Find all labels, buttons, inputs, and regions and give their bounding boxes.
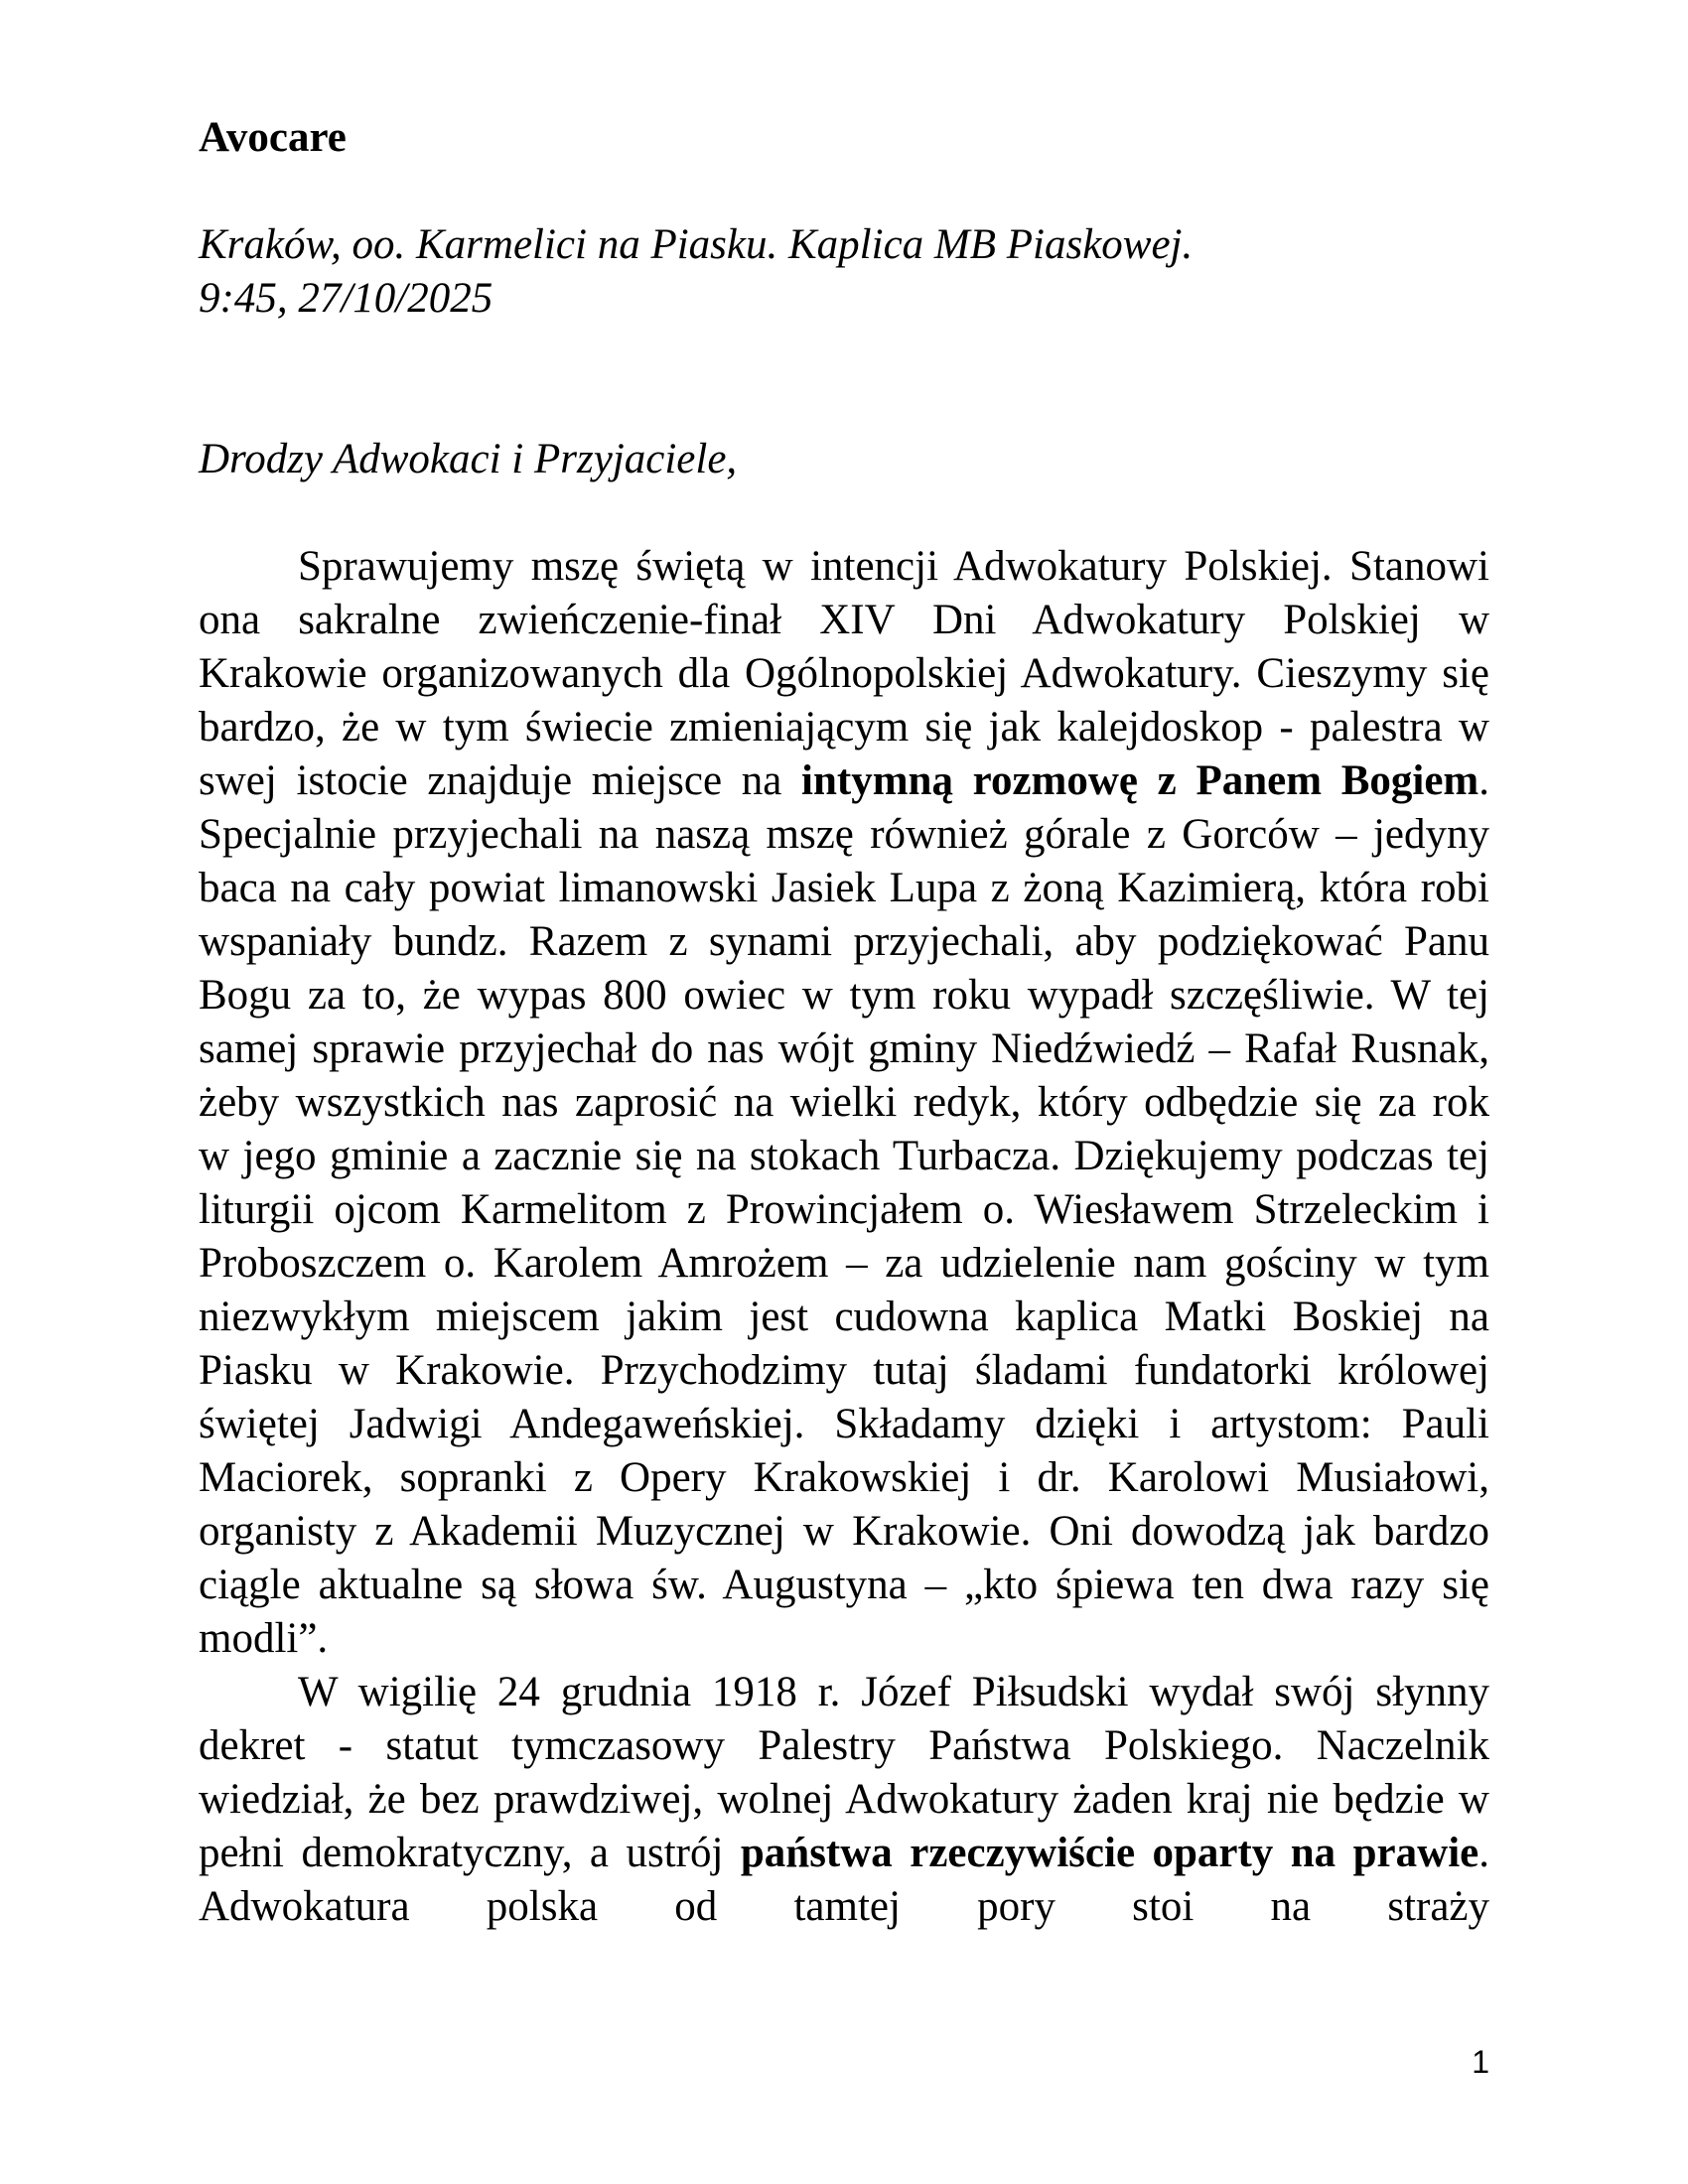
blank-line bbox=[199, 486, 1489, 540]
bold-text-segment: państwa rzeczywiście oparty na prawie bbox=[740, 1830, 1479, 1876]
text-segment: . Specjalnie przyjechali na naszą mszę również górale z Gorców – jedyny baca na cały powiat limanowski Jasiek Lupa z żoną Kazimierą, która robi wspaniały bundz. Razem z synami przyjechali, aby podziękować Panu Bogu za to, że wypas 800 owiec w tym roku wypadł szczęśliwie. W tej samej sprawie przyjechał do nas wójt gminy Niedźwiedź – Rafał Rusnak, żeby wszystkich nas zaprosić na wielki redyk, który odbędzie się za rok w jego gminie a zacznie się na stokach Turbacza. Dziękujemy podczas tej liturgii ojcom Karmelitom z Prowincjałem o. Wiesławem Strzeleckim i Proboszczem o. Karolem Amrożem – za udzielenie nam gościny w tym niezwykłym miejscem jakim jest cudowna kaplica Matki Boskiej na Piasku w Krakowie. Przychodzimy tutaj śladami fundatorki królowej świętej Jadwigi Andegaweńskiej. Składamy dzięki i artystom: Pauli Maciorek, sopranki z Opery Krakowskiej i dr. Karolowi Musiałowi, organisty z Akademii Muzycznej w Krakowie. Oni dowodzą jak bardzo ciągle aktualne są słowa św. Augustyna – „kto śpiewa ten dwa razy się modli”. bbox=[199, 757, 1489, 1662]
body-paragraph bbox=[199, 1666, 1489, 1934]
document-title: Avocare bbox=[199, 114, 347, 161]
salutation-line: Drodzy Adwokaci i Przyjaciele, bbox=[199, 436, 738, 482]
bold-text-segment: intymną rozmowę z Panem Bogiem bbox=[801, 757, 1479, 804]
text-segment: W wigilię 24 grudnia 1918 r. Józef Piłsudski wydał swój słynny dekret - statut tymczasowy Palestry Państwa Polskiego. Naczelnik wiedział, że bez prawdziwej, wolnej Adwokatury żaden kraj nie będzie w pełni demokratyczny, a ustrój bbox=[199, 1669, 1489, 1876]
blank-lines bbox=[199, 326, 1489, 433]
page-number: 1 bbox=[1472, 2044, 1489, 2080]
text-segment: . Adwokatura polska od tamtej pory stoi na straży bbox=[199, 1830, 1489, 1930]
text-segment: Sprawujemy mszę świętą w intencji Adwokatury Polskiej. Stanowi ona sakralne zwieńczenie-finał XIV Dni Adwokatury Polskiej w Krakowie organizowanych dla Ogólnopolskiej Adwokatury. Cieszymy się bardzo, że w tym świecie zmieniającym się jak kalejdoskop - palestra w swej istocie znajduje miejsce na bbox=[199, 543, 1489, 804]
document-body bbox=[199, 540, 1489, 1934]
body-paragraph bbox=[199, 540, 1489, 1666]
blank-line bbox=[199, 165, 1489, 218]
location-line: Kraków, oo. Karmelici na Piasku. Kaplica MB Piaskowej. bbox=[199, 221, 1194, 268]
datetime-line: 9:45, 27/10/2025 bbox=[199, 275, 493, 322]
document-content bbox=[199, 111, 1489, 1934]
